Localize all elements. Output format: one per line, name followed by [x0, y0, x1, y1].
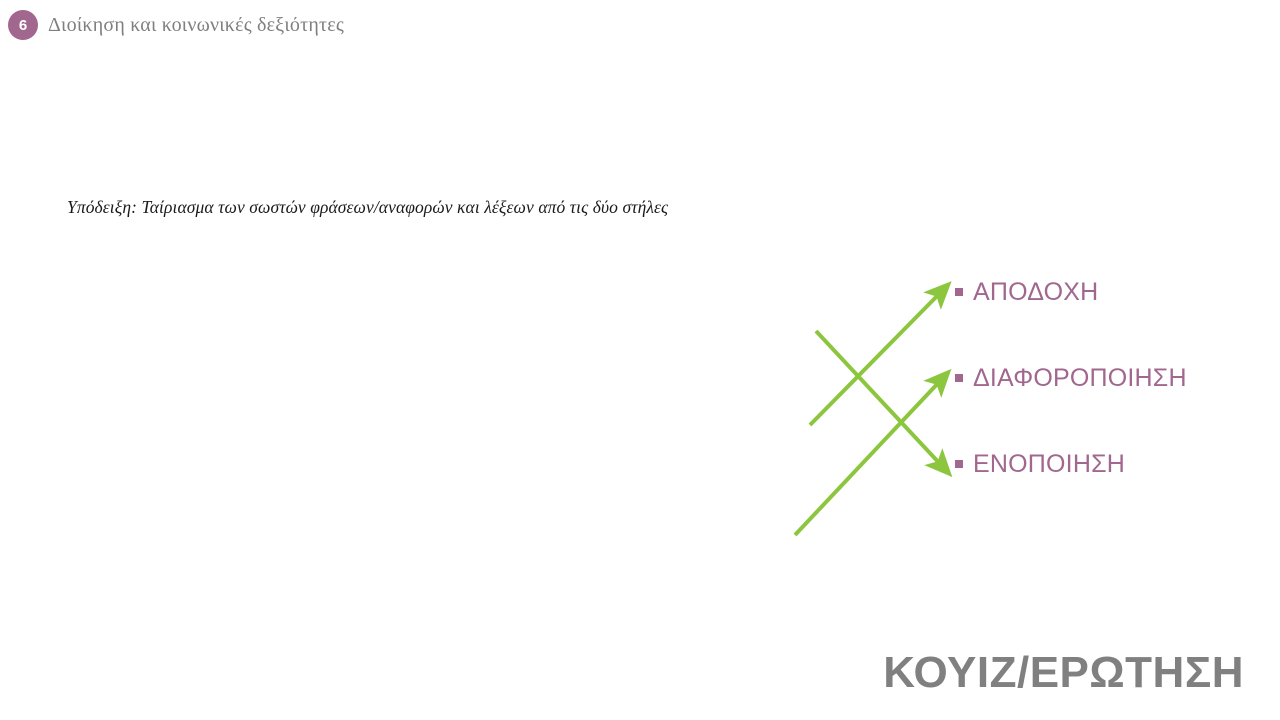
slide-header [8, 10, 344, 40]
bullet-square-icon [955, 460, 963, 468]
arrow-to-diaforopoiisi [795, 380, 941, 535]
answer-label: ΔΙΑΦΟΡΟΠΟΙΗΣΗ [973, 364, 1187, 392]
slide-number-badge: 6 [8, 10, 38, 40]
arrow-to-enopoiisi [816, 331, 942, 466]
arrow-to-apodochi [810, 292, 941, 425]
answer-label: ΑΠΟΔΟΧΗ [973, 278, 1099, 306]
list-item [955, 278, 1275, 364]
hint-text: Υπόδειξη: Ταίριασμα των σωστών φράσεων/αναφορών και λέξεων από τις δύο στήλες [67, 197, 669, 217]
bullet-square-icon [955, 288, 963, 296]
list-item [955, 450, 1275, 536]
answer-label: ΕΝΟΠΟΙΗΣΗ [973, 450, 1125, 478]
footer-label: ΚΟΥΙΖ/ΕΡΩΤΗΣΗ [883, 648, 1244, 697]
list-item [955, 364, 1275, 450]
page-title: Διοίκηση και κοινωνικές δεξιότητες [48, 13, 344, 36]
bullet-square-icon [955, 374, 963, 382]
answer-list [955, 278, 1275, 536]
